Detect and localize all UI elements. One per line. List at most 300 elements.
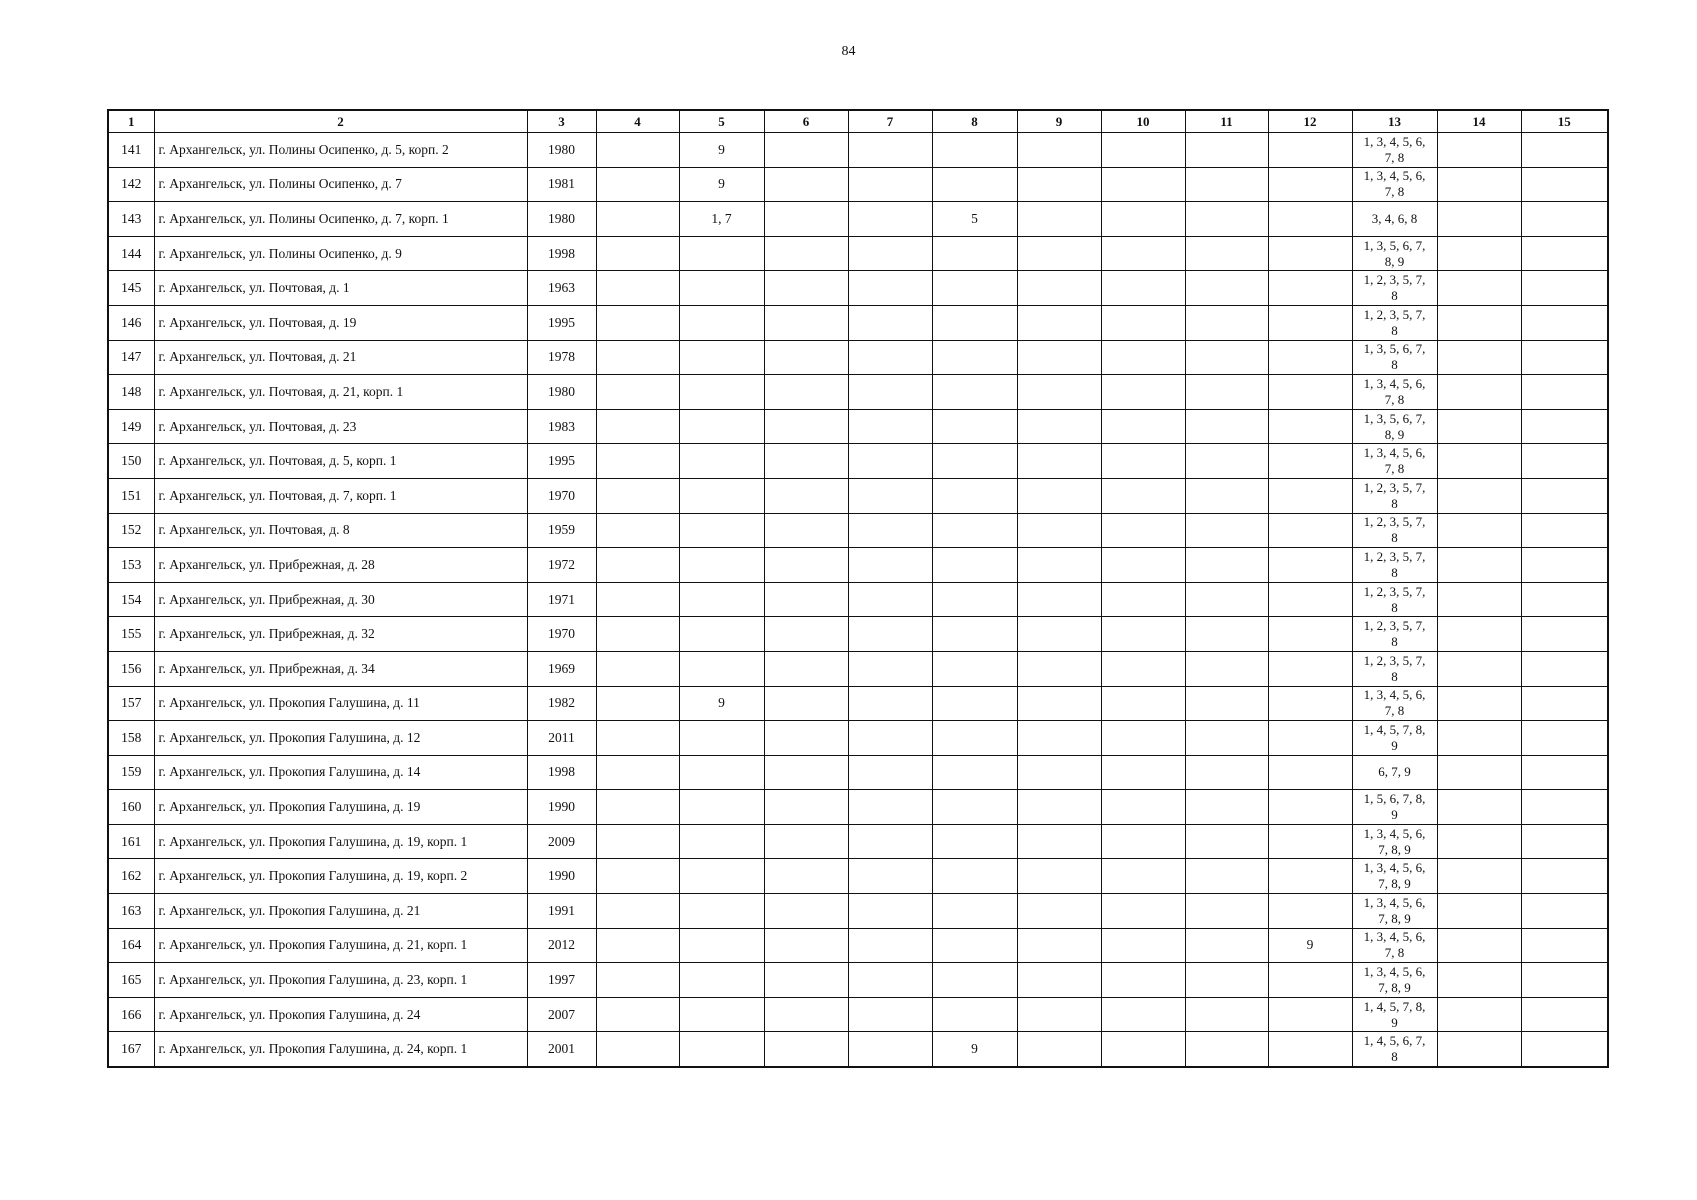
col6-cell [764, 305, 848, 340]
col14-cell [1437, 963, 1521, 998]
year-cell: 1970 [527, 478, 596, 513]
col6-cell [764, 202, 848, 237]
col5-cell: 9 [679, 686, 764, 721]
col10-cell [1101, 582, 1185, 617]
year-cell: 2007 [527, 997, 596, 1032]
year-cell: 1969 [527, 651, 596, 686]
col7-cell [848, 513, 932, 548]
col5-cell [679, 271, 764, 306]
table-row [108, 651, 1608, 686]
col12-cell [1268, 271, 1352, 306]
column-header-3: 3 [527, 110, 596, 133]
col13-cell: 1, 3, 4, 5, 6, 7, 8 [1352, 133, 1437, 168]
table-row [108, 375, 1608, 410]
col15-cell [1521, 236, 1608, 271]
col15-cell [1521, 1032, 1608, 1067]
year-cell: 1990 [527, 859, 596, 894]
col15-cell [1521, 548, 1608, 583]
year-cell: 2011 [527, 721, 596, 756]
table-row [108, 721, 1608, 756]
column-header-7: 7 [848, 110, 932, 133]
col8-cell [932, 755, 1017, 790]
col13-cell: 1, 3, 5, 6, 7, 8 [1352, 340, 1437, 375]
col11-cell [1185, 375, 1268, 410]
table-row [108, 340, 1608, 375]
row-number: 142 [108, 167, 154, 202]
col4-cell [596, 513, 679, 548]
col4-cell [596, 859, 679, 894]
col7-cell [848, 133, 932, 168]
col13-cell: 1, 2, 3, 5, 7, 8 [1352, 617, 1437, 652]
col13-cell: 1, 3, 4, 5, 6, 7, 8 [1352, 375, 1437, 410]
year-cell: 1991 [527, 894, 596, 929]
address-cell: г. Архангельск, ул. Почтовая, д. 23 [154, 409, 527, 444]
col11-cell [1185, 167, 1268, 202]
row-number: 156 [108, 651, 154, 686]
col12-cell [1268, 651, 1352, 686]
col14-cell [1437, 928, 1521, 963]
col9-cell [1017, 1032, 1101, 1067]
col11-cell [1185, 202, 1268, 237]
col4-cell [596, 167, 679, 202]
year-cell: 1981 [527, 167, 596, 202]
col6-cell [764, 478, 848, 513]
col13-cell: 1, 3, 4, 5, 6, 7, 8, 9 [1352, 824, 1437, 859]
col6-cell [764, 340, 848, 375]
col11-cell [1185, 478, 1268, 513]
col10-cell [1101, 478, 1185, 513]
col6-cell [764, 513, 848, 548]
col5-cell [679, 790, 764, 825]
col11-cell [1185, 894, 1268, 929]
col8-cell [932, 305, 1017, 340]
col10-cell [1101, 721, 1185, 756]
table-header-row [108, 110, 1608, 133]
col4-cell [596, 444, 679, 479]
col8-cell [932, 236, 1017, 271]
col10-cell [1101, 859, 1185, 894]
col10-cell [1101, 305, 1185, 340]
col15-cell [1521, 340, 1608, 375]
address-cell: г. Архангельск, ул. Полины Осипенко, д. 9 [154, 236, 527, 271]
col7-cell [848, 409, 932, 444]
table-row [108, 444, 1608, 479]
col8-cell [932, 617, 1017, 652]
col9-cell [1017, 236, 1101, 271]
column-header-15: 15 [1521, 110, 1608, 133]
col7-cell [848, 617, 932, 652]
col7-cell [848, 478, 932, 513]
col15-cell [1521, 894, 1608, 929]
year-cell: 1995 [527, 444, 596, 479]
year-cell: 1983 [527, 409, 596, 444]
col14-cell [1437, 582, 1521, 617]
year-cell: 1990 [527, 790, 596, 825]
address-cell: г. Архангельск, ул. Почтовая, д. 8 [154, 513, 527, 548]
address-cell: г. Архангельск, ул. Прокопия Галушина, д. 24, корп. 1 [154, 1032, 527, 1067]
col8-cell [932, 133, 1017, 168]
year-cell: 1972 [527, 548, 596, 583]
col7-cell [848, 1032, 932, 1067]
col9-cell [1017, 133, 1101, 168]
row-number: 145 [108, 271, 154, 306]
col13-cell: 3, 4, 6, 8 [1352, 202, 1437, 237]
col13-cell: 1, 3, 4, 5, 6, 7, 8, 9 [1352, 963, 1437, 998]
col7-cell [848, 236, 932, 271]
col4-cell [596, 686, 679, 721]
col10-cell [1101, 928, 1185, 963]
row-number: 141 [108, 133, 154, 168]
row-number: 151 [108, 478, 154, 513]
col15-cell [1521, 513, 1608, 548]
col12-cell [1268, 686, 1352, 721]
col11-cell [1185, 617, 1268, 652]
col9-cell [1017, 721, 1101, 756]
col4-cell [596, 548, 679, 583]
col15-cell [1521, 617, 1608, 652]
col5-cell [679, 340, 764, 375]
row-number: 154 [108, 582, 154, 617]
col5-cell: 1, 7 [679, 202, 764, 237]
address-cell: г. Архангельск, ул. Почтовая, д. 21 [154, 340, 527, 375]
col7-cell [848, 202, 932, 237]
col10-cell [1101, 1032, 1185, 1067]
col5-cell [679, 894, 764, 929]
col8-cell: 9 [932, 1032, 1017, 1067]
col12-cell [1268, 824, 1352, 859]
col7-cell [848, 928, 932, 963]
col9-cell [1017, 755, 1101, 790]
col10-cell [1101, 651, 1185, 686]
col12-cell [1268, 617, 1352, 652]
address-cell: г. Архангельск, ул. Прокопия Галушина, д. 14 [154, 755, 527, 790]
col4-cell [596, 755, 679, 790]
col6-cell [764, 651, 848, 686]
column-header-10: 10 [1101, 110, 1185, 133]
year-cell: 1959 [527, 513, 596, 548]
col7-cell [848, 548, 932, 583]
address-cell: г. Архангельск, ул. Прокопия Галушина, д. 24 [154, 997, 527, 1032]
col12-cell [1268, 444, 1352, 479]
col9-cell [1017, 790, 1101, 825]
col7-cell [848, 963, 932, 998]
col4-cell [596, 582, 679, 617]
table-row [108, 928, 1608, 963]
col12-cell [1268, 721, 1352, 756]
col15-cell [1521, 133, 1608, 168]
col15-cell [1521, 444, 1608, 479]
col10-cell [1101, 444, 1185, 479]
column-header-12: 12 [1268, 110, 1352, 133]
row-number: 161 [108, 824, 154, 859]
col4-cell [596, 1032, 679, 1067]
col4-cell [596, 824, 679, 859]
col11-cell [1185, 444, 1268, 479]
col5-cell [679, 548, 764, 583]
col9-cell [1017, 340, 1101, 375]
col8-cell [932, 651, 1017, 686]
col13-cell: 1, 3, 4, 5, 6, 7, 8 [1352, 444, 1437, 479]
column-header-8: 8 [932, 110, 1017, 133]
col13-cell: 1, 3, 5, 6, 7, 8, 9 [1352, 236, 1437, 271]
col14-cell [1437, 202, 1521, 237]
col7-cell [848, 444, 932, 479]
col12-cell [1268, 202, 1352, 237]
col15-cell [1521, 651, 1608, 686]
col14-cell [1437, 167, 1521, 202]
col11-cell [1185, 409, 1268, 444]
col6-cell [764, 548, 848, 583]
col15-cell [1521, 790, 1608, 825]
col4-cell [596, 617, 679, 652]
col15-cell [1521, 271, 1608, 306]
col14-cell [1437, 617, 1521, 652]
col6-cell [764, 755, 848, 790]
year-cell: 1982 [527, 686, 596, 721]
table-row [108, 513, 1608, 548]
row-number: 163 [108, 894, 154, 929]
col9-cell [1017, 617, 1101, 652]
col13-cell: 1, 2, 3, 5, 7, 8 [1352, 271, 1437, 306]
col6-cell [764, 236, 848, 271]
col4-cell [596, 375, 679, 410]
col11-cell [1185, 1032, 1268, 1067]
housing-registry-table [107, 109, 1609, 1068]
year-cell: 2001 [527, 1032, 596, 1067]
col14-cell [1437, 305, 1521, 340]
col15-cell [1521, 202, 1608, 237]
column-header-6: 6 [764, 110, 848, 133]
row-number: 143 [108, 202, 154, 237]
year-cell: 1980 [527, 375, 596, 410]
column-header-9: 9 [1017, 110, 1101, 133]
table-row [108, 409, 1608, 444]
col13-cell: 1, 2, 3, 5, 7, 8 [1352, 513, 1437, 548]
col11-cell [1185, 824, 1268, 859]
col4-cell [596, 997, 679, 1032]
col5-cell [679, 375, 764, 410]
col14-cell [1437, 859, 1521, 894]
col10-cell [1101, 375, 1185, 410]
col9-cell [1017, 513, 1101, 548]
col14-cell [1437, 651, 1521, 686]
col13-cell: 1, 2, 3, 5, 7, 8 [1352, 582, 1437, 617]
col8-cell [932, 548, 1017, 583]
col14-cell [1437, 444, 1521, 479]
row-number: 147 [108, 340, 154, 375]
col15-cell [1521, 963, 1608, 998]
address-cell: г. Архангельск, ул. Почтовая, д. 7, корп. 1 [154, 478, 527, 513]
table-row [108, 686, 1608, 721]
col8-cell [932, 271, 1017, 306]
col8-cell [932, 686, 1017, 721]
table-body [108, 133, 1608, 1068]
col15-cell [1521, 824, 1608, 859]
col13-cell: 1, 4, 5, 7, 8, 9 [1352, 721, 1437, 756]
table-row [108, 236, 1608, 271]
year-cell: 1997 [527, 963, 596, 998]
col6-cell [764, 997, 848, 1032]
column-header-13: 13 [1352, 110, 1437, 133]
col5-cell [679, 997, 764, 1032]
col13-cell: 1, 3, 4, 5, 6, 7, 8 [1352, 167, 1437, 202]
row-number: 157 [108, 686, 154, 721]
address-cell: г. Архангельск, ул. Прокопия Галушина, д. 23, корп. 1 [154, 963, 527, 998]
col9-cell [1017, 894, 1101, 929]
col14-cell [1437, 133, 1521, 168]
col15-cell [1521, 997, 1608, 1032]
address-cell: г. Архангельск, ул. Прокопия Галушина, д. 21, корп. 1 [154, 928, 527, 963]
column-header-5: 5 [679, 110, 764, 133]
col10-cell [1101, 824, 1185, 859]
col6-cell [764, 963, 848, 998]
col14-cell [1437, 755, 1521, 790]
address-cell: г. Архангельск, ул. Прокопия Галушина, д. 11 [154, 686, 527, 721]
row-number: 164 [108, 928, 154, 963]
col12-cell [1268, 790, 1352, 825]
col13-cell: 1, 4, 5, 7, 8, 9 [1352, 997, 1437, 1032]
col8-cell [932, 721, 1017, 756]
col5-cell [679, 409, 764, 444]
row-number: 148 [108, 375, 154, 410]
col6-cell [764, 133, 848, 168]
col6-cell [764, 894, 848, 929]
col8-cell [932, 894, 1017, 929]
col14-cell [1437, 686, 1521, 721]
address-cell: г. Архангельск, ул. Полины Осипенко, д. 7, корп. 1 [154, 202, 527, 237]
col11-cell [1185, 963, 1268, 998]
year-cell: 1978 [527, 340, 596, 375]
col10-cell [1101, 202, 1185, 237]
col9-cell [1017, 651, 1101, 686]
col11-cell [1185, 997, 1268, 1032]
address-cell: г. Архангельск, ул. Прибрежная, д. 30 [154, 582, 527, 617]
col15-cell [1521, 305, 1608, 340]
col9-cell [1017, 548, 1101, 583]
address-cell: г. Архангельск, ул. Прокопия Галушина, д. 19 [154, 790, 527, 825]
col11-cell [1185, 928, 1268, 963]
table-row [108, 582, 1608, 617]
col5-cell [679, 1032, 764, 1067]
table-row [108, 202, 1608, 237]
col12-cell [1268, 340, 1352, 375]
year-cell: 2009 [527, 824, 596, 859]
col5-cell [679, 755, 764, 790]
col9-cell [1017, 859, 1101, 894]
address-cell: г. Архангельск, ул. Полины Осипенко, д. 5, корп. 2 [154, 133, 527, 168]
col12-cell [1268, 167, 1352, 202]
col13-cell: 1, 2, 3, 5, 7, 8 [1352, 548, 1437, 583]
col12-cell [1268, 375, 1352, 410]
col5-cell [679, 824, 764, 859]
table-row [108, 133, 1608, 168]
col5-cell [679, 963, 764, 998]
table-row [108, 1032, 1608, 1067]
col10-cell [1101, 167, 1185, 202]
col4-cell [596, 305, 679, 340]
col14-cell [1437, 548, 1521, 583]
col7-cell [848, 375, 932, 410]
table-row [108, 997, 1608, 1032]
address-cell: г. Архангельск, ул. Прокопия Галушина, д. 21 [154, 894, 527, 929]
col5-cell [679, 305, 764, 340]
table-row [108, 478, 1608, 513]
address-cell: г. Архангельск, ул. Почтовая, д. 19 [154, 305, 527, 340]
col7-cell [848, 997, 932, 1032]
row-number: 155 [108, 617, 154, 652]
address-cell: г. Архангельск, ул. Прибрежная, д. 28 [154, 548, 527, 583]
col6-cell [764, 409, 848, 444]
address-cell: г. Архангельск, ул. Полины Осипенко, д. 7 [154, 167, 527, 202]
col15-cell [1521, 409, 1608, 444]
col5-cell [679, 582, 764, 617]
year-cell: 1980 [527, 133, 596, 168]
col12-cell [1268, 894, 1352, 929]
col7-cell [848, 790, 932, 825]
col11-cell [1185, 548, 1268, 583]
col7-cell [848, 167, 932, 202]
col12-cell [1268, 997, 1352, 1032]
col15-cell [1521, 686, 1608, 721]
col7-cell [848, 721, 932, 756]
col7-cell [848, 894, 932, 929]
col7-cell [848, 859, 932, 894]
col11-cell [1185, 859, 1268, 894]
col13-cell: 1, 3, 4, 5, 6, 7, 8 [1352, 928, 1437, 963]
table-row [108, 617, 1608, 652]
table-row [108, 548, 1608, 583]
col14-cell [1437, 271, 1521, 306]
address-cell: г. Архангельск, ул. Прокопия Галушина, д. 12 [154, 721, 527, 756]
col8-cell [932, 340, 1017, 375]
col14-cell [1437, 409, 1521, 444]
page-number: 84 [841, 44, 856, 59]
col6-cell [764, 1032, 848, 1067]
col5-cell [679, 513, 764, 548]
col4-cell [596, 651, 679, 686]
col12-cell [1268, 582, 1352, 617]
col6-cell [764, 928, 848, 963]
row-number: 159 [108, 755, 154, 790]
table-row [108, 755, 1608, 790]
col12-cell [1268, 133, 1352, 168]
col4-cell [596, 790, 679, 825]
col4-cell [596, 202, 679, 237]
col11-cell [1185, 133, 1268, 168]
col12-cell [1268, 755, 1352, 790]
col10-cell [1101, 963, 1185, 998]
col5-cell [679, 721, 764, 756]
address-cell: г. Архангельск, ул. Почтовая, д. 21, корп. 1 [154, 375, 527, 410]
col11-cell [1185, 651, 1268, 686]
row-number: 144 [108, 236, 154, 271]
col10-cell [1101, 340, 1185, 375]
col14-cell [1437, 721, 1521, 756]
col15-cell [1521, 582, 1608, 617]
col8-cell [932, 997, 1017, 1032]
col14-cell [1437, 894, 1521, 929]
table-row [108, 271, 1608, 306]
row-number: 146 [108, 305, 154, 340]
col12-cell [1268, 548, 1352, 583]
col4-cell [596, 236, 679, 271]
column-header-14: 14 [1437, 110, 1521, 133]
col15-cell [1521, 375, 1608, 410]
table-row [108, 894, 1608, 929]
col13-cell: 1, 4, 5, 6, 7, 8 [1352, 1032, 1437, 1067]
col13-cell: 1, 3, 4, 5, 6, 7, 8 [1352, 686, 1437, 721]
col9-cell [1017, 582, 1101, 617]
